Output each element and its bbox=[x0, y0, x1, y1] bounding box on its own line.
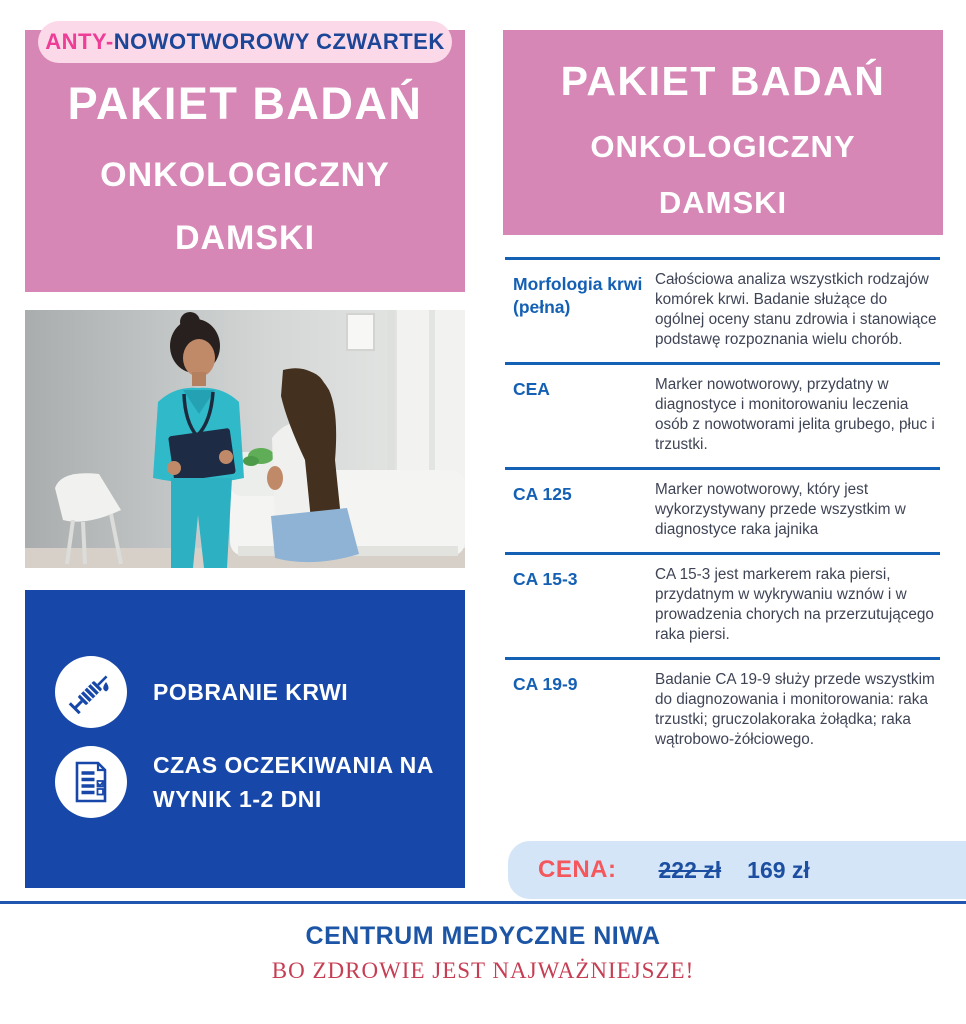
table-row bbox=[505, 257, 940, 362]
promo-badge-text: NOWOTWOROWY CZWARTEK bbox=[113, 29, 445, 54]
test-name: CA 19-9 bbox=[513, 674, 578, 694]
right-title-line2: ONKOLOGICZNY bbox=[590, 129, 856, 164]
old-price: 222 zł bbox=[658, 856, 722, 883]
document-checklist-icon bbox=[55, 746, 127, 818]
clinic-photo-illustration bbox=[25, 310, 465, 568]
left-title-panel bbox=[25, 30, 465, 292]
new-price: 169 zł bbox=[747, 856, 810, 883]
clinic-photo bbox=[25, 310, 465, 568]
left-title-line3: DAMSKI bbox=[174, 219, 316, 257]
test-name: CA 125 bbox=[513, 484, 572, 504]
promo-badge-accent: ANTY- bbox=[45, 29, 114, 54]
test-name: CA 15-3 bbox=[513, 569, 578, 589]
test-name: CEA bbox=[513, 379, 550, 399]
test-description: Całościowa analiza wszystkich rodzajów komórek krwi. Badanie służące do ogólnej oceny stanu zdrowia i stanowiące podstawę rozpoznania wielu chorób. bbox=[655, 271, 937, 348]
test-name: Morfologia krwi (pełna) bbox=[513, 274, 643, 317]
table-row bbox=[505, 467, 940, 552]
table-row bbox=[505, 657, 940, 762]
promo-badge bbox=[38, 21, 452, 63]
feature-turnaround bbox=[55, 746, 453, 818]
price-banner bbox=[508, 841, 966, 899]
table-row bbox=[505, 552, 940, 657]
test-description: Marker nowotworowy, przydatny w diagnostyce i monitorowaniu leczenia osób z nowotworami jelita grubego, płuc i trzustki. bbox=[655, 376, 935, 453]
left-title-line2: ONKOLOGICZNY bbox=[100, 156, 390, 194]
feature-turnaround-label: CZAS OCZEKIWANIA NA WYNIK 1-2 DNI bbox=[153, 752, 433, 812]
tests-table bbox=[505, 257, 940, 762]
clinic-tagline: BO ZDROWIE JEST NAJWAŻNIEJSZE! bbox=[271, 958, 695, 983]
features-panel bbox=[25, 590, 465, 888]
clinic-name: CENTRUM MEDYCZNE NIWA bbox=[305, 922, 661, 950]
left-title-line1: PAKIET BADAŃ bbox=[67, 78, 423, 129]
right-title-panel bbox=[503, 30, 943, 235]
test-description: Badanie CA 19-9 służy przede wszystkim do diagnozowania i monitorowania: raka trzustki; gruczolakoraka żołądka; raka wątrobowo-żółciowego. bbox=[655, 671, 935, 748]
right-title-line1: PAKIET BADAŃ bbox=[560, 58, 886, 104]
feature-blood-draw-label: POBRANIE KRWI bbox=[153, 679, 349, 705]
test-description: Marker nowotworowy, który jest wykorzystywany przede wszystkim w diagnostyce raka jajnika bbox=[655, 481, 906, 538]
right-title-line3: DAMSKI bbox=[658, 185, 788, 220]
test-description: CA 15-3 jest markerem raka piersi, przydatnym w wykrywaniu wznów i w prowadzenia chorych na przerzutującego raka piersi. bbox=[655, 566, 934, 643]
price-label: CENA: bbox=[538, 856, 617, 883]
table-row bbox=[505, 362, 940, 467]
feature-blood-draw bbox=[55, 656, 348, 728]
syringe-icon bbox=[55, 656, 127, 728]
footer-divider bbox=[0, 901, 966, 904]
